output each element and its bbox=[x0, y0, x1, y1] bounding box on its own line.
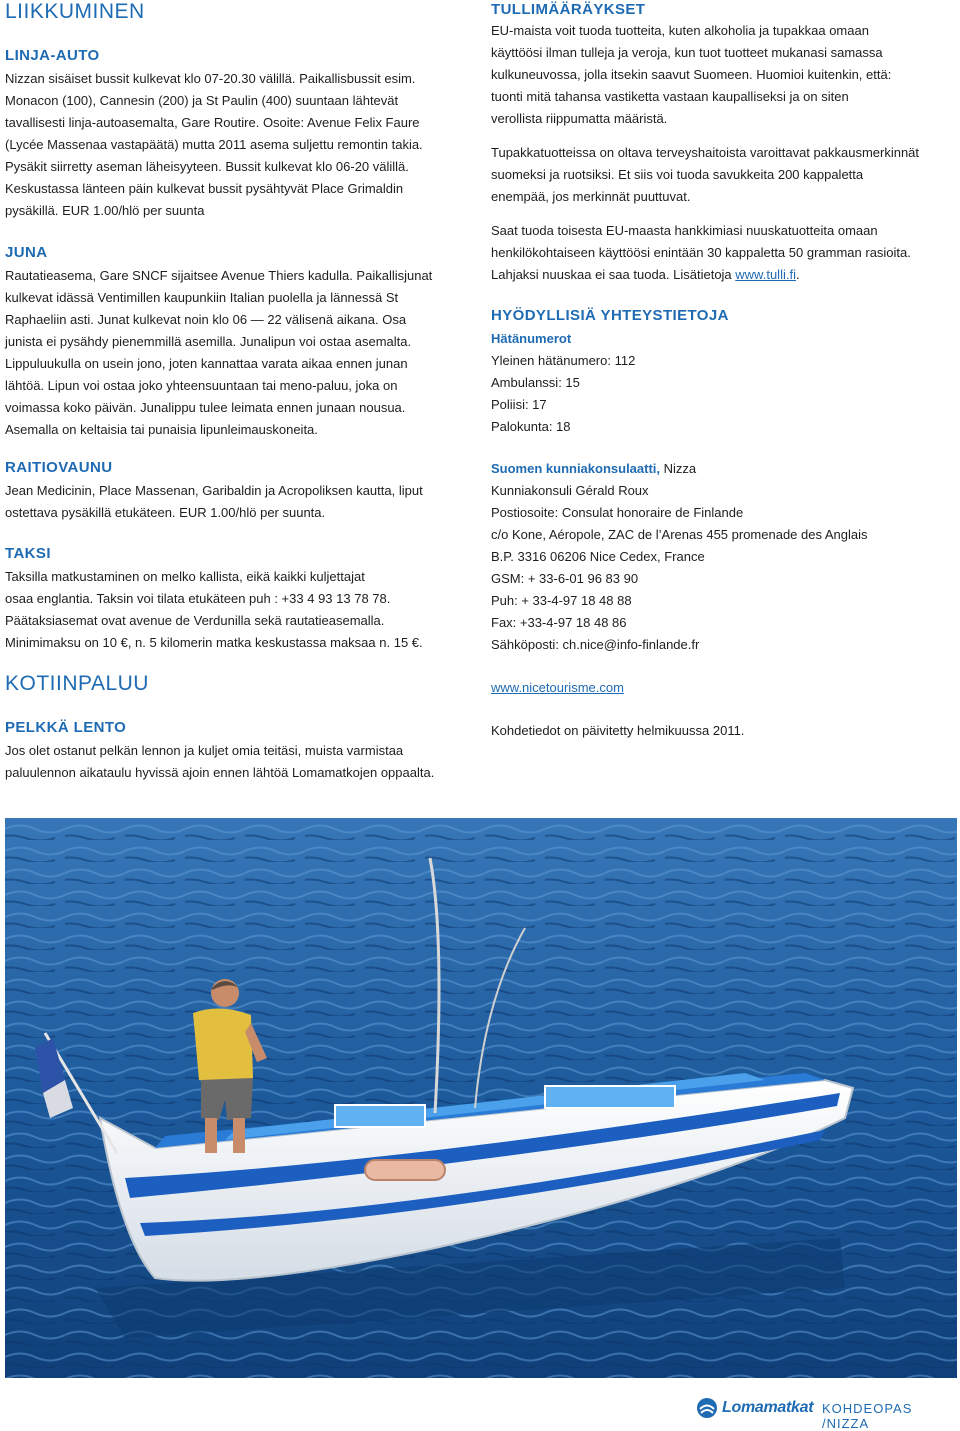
train-text bbox=[5, 265, 475, 441]
consulate-city: Nizza bbox=[660, 461, 697, 476]
bus-line: (Lycée Massenaa vastapäätä) mutta 2011 asema suljettu remontin takia. bbox=[5, 137, 423, 152]
bus-line: pysäkillä. EUR 1.00/hlö per suunta bbox=[5, 203, 205, 218]
train-line: voimassa koko päivän. Junalippu tulee leimata ennen junaan nousua. bbox=[5, 400, 406, 415]
customs-paragraph bbox=[491, 20, 956, 130]
train-section bbox=[5, 243, 475, 441]
consulate-title bbox=[491, 458, 956, 480]
brand-name: Lomamatkat bbox=[722, 1399, 814, 1416]
customs-paragraph bbox=[491, 220, 956, 286]
taxi-line: osaa englantia. Taksin voi tilata etukäteen puh : +33 4 93 13 78 78. bbox=[5, 591, 391, 606]
bus-line: Pysäkit siirretty aseman läheisyyteen. Bussit kulkevat klo 06-20 välillä. bbox=[5, 159, 409, 174]
customs-text: Lahjaksi nuuskaa ei saa tuoda. Lisätietoja bbox=[491, 267, 736, 282]
taxi-line: Päätaksiasemat ovat avenue de Verdunilla sekä rautatieasemalla. bbox=[5, 613, 385, 628]
emergency-line: Poliisi: 17 bbox=[491, 397, 547, 412]
bus-line: tavallisesti linja-autoasemalta, Gare Routire. Osoite: Avenue Felix Faure bbox=[5, 115, 420, 130]
customs-line: enempää, jos merkinnät puuttuvat. bbox=[491, 189, 691, 204]
consulate-line: c/o Kone, Aéropole, ZAC de l’Arenas 455 promenade des Anglais bbox=[491, 527, 868, 542]
flight-line: Jos olet ostanut pelkän lennon ja kuljet omia teitäsi, muista varmistaa bbox=[5, 743, 404, 758]
tram-section bbox=[5, 458, 475, 524]
taxi-line: Taksilla matkustaminen on melko kallista, eikä kaikki kuljettajat bbox=[5, 569, 365, 584]
bus-section bbox=[5, 46, 475, 222]
flight-heading: PELKKÄ LENTO bbox=[5, 719, 127, 736]
contacts-section bbox=[491, 306, 956, 438]
customs-line: verollista riippumatta määristä. bbox=[491, 111, 668, 126]
sea-scene bbox=[5, 818, 957, 1378]
train-line: Raphaeliin asti. Junat kulkevat noin klo 06 — 22 välisenä aikana. Osa bbox=[5, 312, 407, 327]
tram-line: Jean Medicinin, Place Massenan, Garibaldin ja Acropoliksen kautta, liput bbox=[5, 483, 423, 498]
nicetourisme-link[interactable]: www.nicetourisme.com bbox=[491, 680, 624, 695]
customs-line: Tupakkatuotteissa on oltava terveyshaitoista varoittavat pakkausmerkinnät bbox=[491, 145, 920, 160]
footer-label: KOHDEOPAS /NIZZA bbox=[822, 1401, 913, 1431]
consulate-line: Puh: + 33-4-97 18 48 88 bbox=[491, 593, 632, 608]
fisherman-leg bbox=[205, 1118, 217, 1153]
consulate-line: Sähköposti: ch.nice@info-finlande.fr bbox=[491, 637, 700, 652]
customs-line: Saat tuoda toisesta EU-maasta hankkimiasi nuuskatuotteita omaan bbox=[491, 223, 878, 238]
taxi-line: Minimimaksu on 10 €, n. 5 kilomerin matka keskustassa maksaa n. 15 €. bbox=[5, 635, 423, 650]
consulate-line: Postiosoite: Consulat honoraire de Finlande bbox=[491, 505, 744, 520]
bus-line: Keskustassa länteen päin kulkevat bussit pysähtyvät Place Grimaldin bbox=[5, 181, 404, 196]
boat-bumper bbox=[365, 1160, 445, 1180]
section-title-liikkuminen: LIIKKUMINEN bbox=[5, 0, 145, 23]
train-line: Asemalla on keltaisia tai punaisia lipunleimauskoneita. bbox=[5, 422, 318, 437]
customs-paragraph bbox=[491, 142, 956, 208]
fishing-boat-photo bbox=[5, 818, 957, 1378]
taxi-section bbox=[5, 544, 475, 654]
boat-bench bbox=[545, 1086, 675, 1108]
bus-text bbox=[5, 68, 475, 222]
bus-line: Nizzan sisäiset bussit kulkevat klo 07-20.30 välillä. Paikallisbussit esim. bbox=[5, 71, 416, 86]
taxi-text bbox=[5, 566, 475, 654]
customs-line: henkilökohtaiseen käyttöösi enintään 30 kappaletta 50 gramman rasioita. bbox=[491, 245, 911, 260]
customs-text: . bbox=[795, 267, 800, 282]
emergency-line: Yleinen hätänumero: 112 bbox=[491, 353, 636, 368]
consulate-name: Suomen kunniakonsulaatti, bbox=[491, 461, 661, 476]
customs-line: kulkuneuvossa, jolla itsekin saavut Suomeen. Huomioi kuitenkin, että: bbox=[491, 67, 892, 82]
consulate-line: B.P. 3316 06206 Nice Cedex, France bbox=[491, 549, 705, 564]
flight-text bbox=[5, 740, 475, 784]
tram-text bbox=[5, 480, 475, 524]
fisherman-shorts bbox=[201, 1078, 253, 1120]
bus-heading: LINJA-AUTO bbox=[5, 47, 100, 64]
emergency-line: Ambulanssi: 15 bbox=[491, 375, 580, 390]
train-line: Rautatieasema, Gare SNCF sijaitsee Avenue Thiers kadulla. Paikallisjunat bbox=[5, 268, 433, 283]
train-line: Lippuluukulla on usein jono, joten kannattaa varata aikaa ennen junan bbox=[5, 356, 408, 371]
footer bbox=[0, 1385, 960, 1431]
customs-heading: TULLIMÄÄRÄYKSET bbox=[491, 1, 646, 18]
consulate-line: GSM: + 33-6-01 96 83 90 bbox=[491, 571, 639, 586]
train-heading: JUNA bbox=[5, 244, 48, 261]
fisherman-leg bbox=[233, 1118, 245, 1153]
lomamatkat-logo-icon bbox=[696, 1397, 718, 1419]
emergency-heading: Hätänumerot bbox=[491, 331, 572, 346]
customs-line: käyttöösi ilman tulleja ja veroja, kun tuot tuotteet mukanasi samassa bbox=[491, 45, 883, 60]
flight-line: paluulennon aikataulu hyvissä ajoin ennen lähtöä Lomamatkojen oppaalta. bbox=[5, 765, 435, 780]
updated-note: Kohdetiedot on päivitetty helmikuussa 2011. bbox=[491, 723, 745, 738]
customs-line bbox=[491, 264, 956, 286]
consulate-section bbox=[491, 458, 956, 656]
consulate-line: Kunniakonsuli Gérald Roux bbox=[491, 483, 649, 498]
fisherman-shirt bbox=[193, 1008, 253, 1082]
train-line: lähtöä. Lipun voi ostaa joko yhteensuuntaan tai meno-paluu, joka on bbox=[5, 378, 398, 393]
contacts-heading: HYÖDYLLISIÄ YHTEYSTIETOJA bbox=[491, 307, 729, 324]
taxi-heading: TAKSI bbox=[5, 545, 51, 562]
train-line: kulkevat idässä Ventimillen kaupunkiin Italian puolella ja lännessä St bbox=[5, 290, 399, 305]
tram-line: ostettava pysäkillä etukäteen. EUR 1.00/hlö per suunta. bbox=[5, 505, 326, 520]
boat-bench bbox=[335, 1105, 425, 1127]
customs-line: suomeksi ja ruotsiksi. Et siis voi tuoda savukkeita 200 kappaletta bbox=[491, 167, 864, 182]
section-title-kotiinpaluu: KOTIINPALUU bbox=[5, 672, 149, 695]
customs-line: EU-maista voit tuoda tuotteita, kuten alkoholia ja tupakkaa omaan bbox=[491, 23, 869, 38]
bus-line: Monacon (100), Cannesin (200) ja St Paulin (400) suuntaan lähtevät bbox=[5, 93, 399, 108]
emergency-line: Palokunta: 18 bbox=[491, 419, 571, 434]
customs-section bbox=[491, 0, 956, 286]
consulate-line: Fax: +33-4-97 18 48 86 bbox=[491, 615, 627, 630]
tulli-link[interactable]: www.tulli.fi bbox=[735, 267, 796, 282]
flight-section bbox=[5, 718, 475, 784]
brand-logo bbox=[696, 1397, 813, 1419]
customs-line: tuonti mitä tahansa vastiketta vastaan kaupalliseksi ja on siten bbox=[491, 89, 849, 104]
train-line: junista ei pysähdy pienemmillä asemilla. Junalipun voi ostaa asemalta. bbox=[5, 334, 412, 349]
tram-heading: RAITIOVAUNU bbox=[5, 459, 113, 476]
